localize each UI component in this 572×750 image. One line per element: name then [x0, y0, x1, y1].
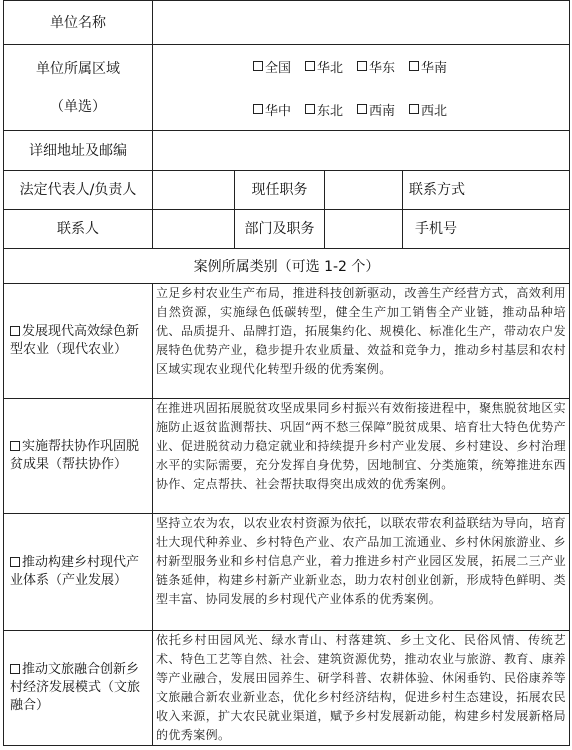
checkbox-icon[interactable]: [357, 104, 367, 114]
legal-rep-row: [4, 171, 570, 210]
category-row: [4, 284, 570, 399]
dept-position-label: 部门及职务: [235, 210, 325, 249]
categories-title-row: [4, 249, 570, 284]
category-row: [4, 399, 570, 514]
checkbox-icon[interactable]: [357, 61, 367, 71]
category-modern-agriculture-label[interactable]: 发展现代高效绿色新型农业（现代农业）: [4, 284, 153, 399]
categories-title: 案例所属类别（可选 1-2 个）: [4, 249, 570, 284]
category-culture-tourism-label[interactable]: 推动文旅融合创新乡村经济发展模式（文旅融合）: [4, 631, 153, 746]
region-option-northwest[interactable]: 西北: [409, 100, 447, 119]
region-option-northeast[interactable]: 东北: [305, 100, 343, 119]
category-row: [4, 631, 570, 746]
region-label-single-choice: （单选）: [50, 98, 106, 115]
checkbox-icon[interactable]: [10, 557, 20, 567]
mobile-label: 手机号: [403, 210, 570, 249]
category-row: [4, 514, 570, 631]
category-description-text: 在推进巩固拓展脱贫攻坚成果同乡村振兴有效衔接进程中，聚焦脱贫地区实施防止返贫监测帮扶、巩固“两不愁三保障”脱贫成果、培育壮大特色优势产业、促进脱贫动力稳定就业和持续提升乡村产业发展、乡村建设、乡村治理水平的实际需要，充分发挥自身优势，因地制宜、分类施策，统筹推进东西协作、定点帮扶、社会帮扶取得突出成效的优秀案例。: [156, 401, 567, 491]
address-field[interactable]: [153, 131, 570, 171]
region-option-east-china[interactable]: 华东: [357, 57, 395, 76]
category-culture-tourism-description: [153, 631, 570, 746]
region-option-south-china[interactable]: 华南: [409, 57, 447, 76]
dept-position-field[interactable]: [325, 210, 403, 249]
category-industry-development-description: [153, 514, 570, 631]
legal-rep-label: 法定代表人/负责人: [4, 171, 153, 210]
checkbox-icon[interactable]: [305, 61, 315, 71]
region-option-southwest[interactable]: 西南: [357, 100, 395, 119]
region-options-row-2: [253, 100, 569, 119]
legal-rep-field[interactable]: [153, 171, 235, 210]
region-option-north-china[interactable]: 华北: [305, 57, 343, 76]
address-row: [4, 131, 570, 171]
contact-person-label: 联系人: [4, 210, 153, 249]
region-option-national[interactable]: 全国: [253, 57, 291, 76]
checkbox-icon[interactable]: [253, 104, 263, 114]
position-label: 现任职务: [235, 171, 325, 210]
position-field[interactable]: [325, 171, 403, 210]
category-description-text: 立足乡村农业生产布局，推进科技创新驱动，改善生产经营方式，高效利用自然资源，实施绿色低碳转型，健全生产加工销售全产业链，推动品种培优、品质提升、品牌打造，拓展集约化、规模化、标准化生产，带动农户发展特色优势产业，稳步提升农业质量、效益和竞争力，推动乡村基层和农村区域实现农业现代化转型升级的优秀案例。: [156, 286, 567, 376]
contact-person-row: [4, 210, 570, 249]
application-form-table: [3, 0, 570, 746]
region-row: [4, 45, 570, 131]
category-industry-development-label[interactable]: 推动构建乡村现代产业体系（产业发展）: [4, 514, 153, 631]
checkbox-icon[interactable]: [409, 61, 419, 71]
checkbox-icon[interactable]: [253, 61, 263, 71]
region-options: [153, 45, 570, 131]
checkbox-icon[interactable]: [305, 104, 315, 114]
region-option-central-china[interactable]: 华中: [253, 100, 291, 119]
category-description-text: 依托乡村田园风光、绿水青山、村落建筑、乡土文化、民俗风情、传统艺术、特色工艺等自然、社会、建筑资源优势，推动农业与旅游、教育、康养等产业融合，发展田园养生、研学科普、农耕体验、休闲垂钓、民俗康养等文旅融合新农业新业态，优化乡村经济结构，促进乡村生态建设，拓展农民收入来源，扩大农民就业渠道，赋予乡村发展新动能，构建乡村发展新格局的优秀案例。: [156, 633, 567, 742]
contact-person-field[interactable]: [153, 210, 235, 249]
unit-name-row: [4, 1, 570, 45]
category-assistance-cooperation-label[interactable]: 实施帮扶协作巩固脱贫成果（帮扶协作）: [4, 399, 153, 514]
unit-name-field[interactable]: [153, 1, 570, 45]
contact-method-label: 联系方式: [403, 171, 570, 210]
checkbox-icon[interactable]: [10, 441, 20, 451]
region-label-title: 单位所属区域: [36, 60, 120, 77]
checkbox-icon[interactable]: [10, 664, 20, 674]
unit-name-label: 单位名称: [4, 1, 153, 45]
region-options-row-1: [253, 57, 569, 76]
region-label: [4, 45, 153, 131]
address-label: 详细地址及邮编: [4, 131, 153, 171]
category-assistance-cooperation-description: [153, 399, 570, 514]
checkbox-icon[interactable]: [409, 104, 419, 114]
category-description-text: 坚持立农为农，以农业农村资源为依托，以联农带农利益联结为导向，培育壮大现代种养业、乡村特色产业、农产品加工流通业、乡村休闲旅游业、乡村新型服务业和乡村信息产业，着力推进乡村产业园区发展，拓展二三产业链条延伸，构建乡村新产业新业态，助力农村创业创新，形成特色鲜明、类型丰富、协同发展的乡村现代产业体系的优秀案例。: [156, 516, 567, 606]
checkbox-icon[interactable]: [10, 326, 20, 336]
category-modern-agriculture-description: [153, 284, 570, 399]
